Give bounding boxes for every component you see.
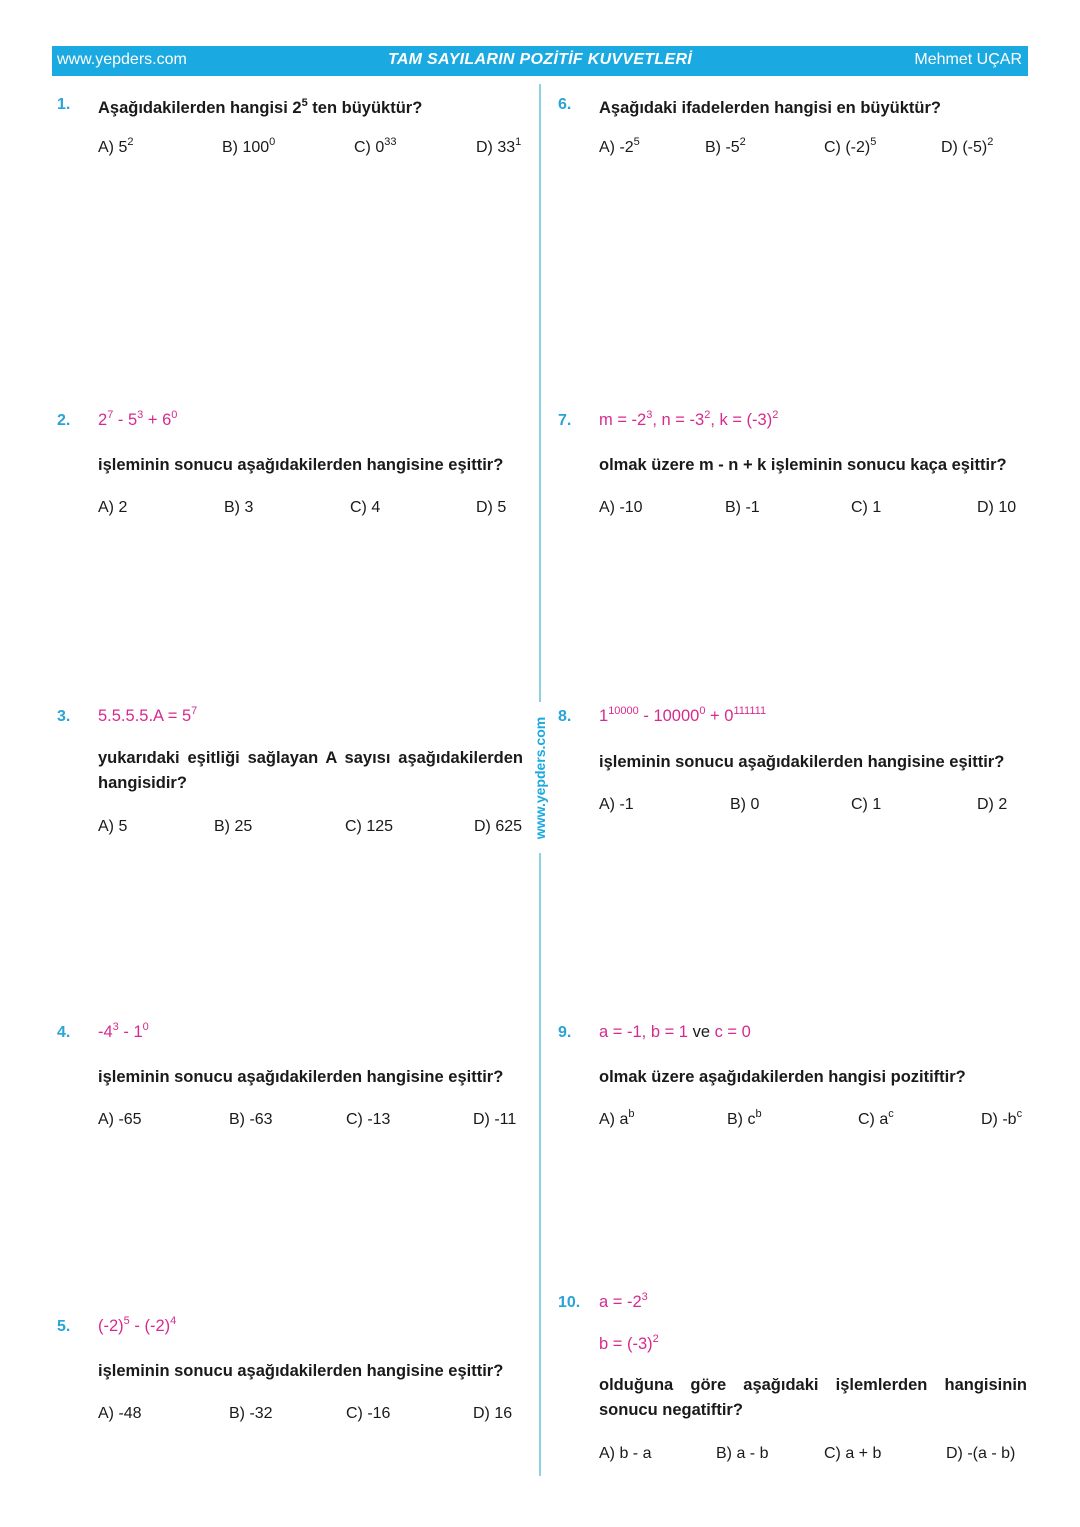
- option-a[interactable]: A) b - a: [599, 1445, 652, 1462]
- option-d[interactable]: D) -11: [473, 1111, 517, 1128]
- option-c[interactable]: C) -16: [346, 1405, 391, 1422]
- option-a[interactable]: A) 5: [98, 818, 128, 835]
- question-number: 9.: [558, 1024, 572, 1041]
- question-number: 5.: [57, 1318, 71, 1335]
- option-c[interactable]: C) -13: [346, 1111, 391, 1128]
- question-stem: Aşağıdakilerden hangisi $2^5$ ten büyüktür?: [98, 97, 423, 117]
- side-watermark: www.yepders.com: [532, 716, 548, 840]
- option-a[interactable]: A) -1: [599, 796, 634, 813]
- question-stem: olmak üzere m - n + k işleminin sonucu kaça eşittir?: [599, 456, 1007, 474]
- question-number: 4.: [57, 1024, 71, 1041]
- answer-options: [98, 1111, 528, 1133]
- answer-options: [98, 136, 528, 161]
- math-expression: $-4^3 - 1^0$: [98, 1021, 149, 1041]
- answer-options: [599, 1108, 1029, 1133]
- question-stem: işleminin sonucu aşağıdakilerden hangisine eşittir?: [98, 1362, 504, 1380]
- math-expression-a: $a = -2^3$: [599, 1291, 648, 1311]
- math-expression-b: $b = (-3)^2$: [599, 1333, 659, 1353]
- option-b[interactable]: B) -1: [725, 499, 760, 516]
- option-a[interactable]: A) $5^2$: [98, 136, 134, 156]
- option-d[interactable]: D) $(-5)^2$: [941, 136, 994, 156]
- answer-options: [599, 1445, 1027, 1467]
- option-b[interactable]: B) 3: [224, 499, 254, 516]
- option-a[interactable]: A) -48: [98, 1405, 142, 1422]
- option-d[interactable]: D) 16: [473, 1405, 513, 1422]
- question-stem: yukarıdaki eşitliği sağlayan A sayısı aşağıdakilerden hangisidir?: [98, 749, 523, 792]
- column-divider: [539, 853, 541, 1476]
- math-expression: $5.5.5.5.A = 5^7$: [98, 705, 198, 725]
- option-d[interactable]: D) $33^1$: [476, 136, 522, 156]
- option-c[interactable]: C) 1: [851, 499, 882, 516]
- question-stem: işleminin sonucu aşağıdakilerden hangisine eşittir?: [599, 753, 1005, 771]
- option-b[interactable]: B) 0: [730, 796, 760, 813]
- option-d[interactable]: D) 625: [474, 818, 523, 835]
- question-stem: işleminin sonucu aşağıdakilerden hangisine eşittir?: [98, 456, 504, 474]
- question-number: 8.: [558, 708, 572, 725]
- question-stem: olmak üzere aşağıdakilerden hangisi pozitiftir?: [599, 1068, 966, 1086]
- option-c[interactable]: C) $0^{33}$: [354, 136, 397, 156]
- option-c[interactable]: C) 125: [345, 818, 394, 835]
- math-expression: a = -1, b = 1 ve c = 0: [599, 1023, 751, 1041]
- math-expression: $2^7 - 5^3 + 6^0$: [98, 409, 178, 429]
- answer-options: [599, 136, 1029, 161]
- option-a[interactable]: A) $a^b$: [599, 1108, 635, 1128]
- option-c[interactable]: C) a + b: [824, 1445, 882, 1462]
- option-b[interactable]: B) 25: [214, 818, 253, 835]
- option-b[interactable]: B) $100^0$: [222, 136, 276, 156]
- answer-options: [599, 796, 1029, 818]
- option-a[interactable]: A) $-2^5$: [599, 136, 640, 156]
- question-number: 3.: [57, 708, 71, 725]
- option-c[interactable]: C) $a^c$: [858, 1108, 894, 1128]
- question-number: 6.: [558, 96, 572, 113]
- option-c[interactable]: C) $(-2)^5$: [824, 136, 877, 156]
- answer-options: [98, 818, 523, 840]
- question-number: 2.: [57, 412, 71, 429]
- option-b[interactable]: B) -63: [229, 1111, 273, 1128]
- option-d[interactable]: D) 2: [977, 796, 1008, 813]
- option-d[interactable]: D) -(a - b): [946, 1445, 1016, 1462]
- option-a[interactable]: A) 2: [98, 499, 128, 516]
- option-d[interactable]: D) 5: [476, 499, 507, 516]
- option-b[interactable]: B) a - b: [716, 1445, 769, 1462]
- worksheet-title: TAM SAYILARIN POZİTİF KUVVETLERİ: [387, 51, 693, 68]
- question-stem: olduğuna göre aşağıdaki işlemlerden hangisinin sonucu negatiftir?: [599, 1376, 1027, 1419]
- question-number: 10.: [558, 1294, 581, 1311]
- option-d[interactable]: D) 10: [977, 499, 1017, 516]
- question-number: 1.: [57, 96, 71, 113]
- question-stem: işleminin sonucu aşağıdakilerden hangisine eşittir?: [98, 1068, 504, 1086]
- option-b[interactable]: B) $-5^2$: [705, 136, 746, 156]
- option-b[interactable]: B) $c^b$: [727, 1108, 762, 1128]
- answer-options: [98, 1405, 528, 1427]
- answer-options: [599, 499, 1029, 521]
- option-c[interactable]: C) 1: [851, 796, 882, 813]
- author-name: Mehmet UÇAR: [914, 51, 1022, 68]
- option-a[interactable]: A) -10: [599, 499, 643, 516]
- site-url: www.yepders.com: [57, 51, 187, 68]
- option-b[interactable]: B) -32: [229, 1405, 273, 1422]
- question-stem: Aşağıdaki ifadelerden hangisi en büyüktür?: [599, 99, 941, 117]
- answer-options: [98, 499, 528, 521]
- header-bar: [52, 46, 1028, 76]
- math-expression: $1^{10000} - 10000^0 + 0^{111111}$: [599, 705, 767, 725]
- option-c[interactable]: C) 4: [350, 499, 381, 516]
- math-expression: $m = -2^3$, $n = -3^2$, $k = (-3)^2$: [599, 409, 779, 429]
- math-expression: $(-2)^5 - (-2)^4$: [98, 1315, 177, 1335]
- column-divider: [539, 84, 541, 702]
- option-d[interactable]: D) $-b^c$: [981, 1108, 1023, 1128]
- option-a[interactable]: A) -65: [98, 1111, 142, 1128]
- question-number: 7.: [558, 412, 572, 429]
